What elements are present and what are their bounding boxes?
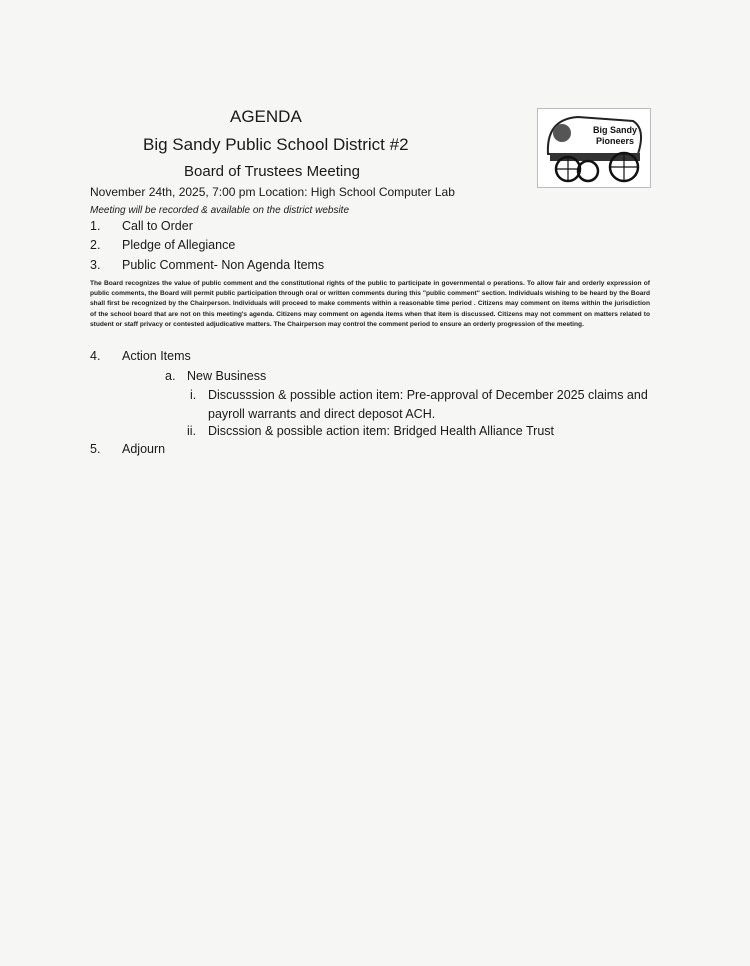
action-item-claims: i. Discusssion & possible action item: Pre-approval of December 2025 claims and — [190, 388, 648, 402]
agenda-item-public-comment: 3. Public Comment- Non Agenda Items — [90, 258, 325, 272]
date-location: November 24th, 2025, 7:00 pm Location: High School Computer Lab — [90, 185, 455, 199]
public-comment-policy: The Board recognizes the value of public comment and the constitutional rights of the public to participate in governmental o perations. To allow fair and orderly expression of public comments, the Board will permit public participation through oral or written comments during this "public comment" section. Individuals wishing to be heard by the Board shall first be recognized by the Chairperson. Individuals will proceed to make comments within a reasonable time period . Citizens may comment on items within the jurisdiction of the school board that are not on this meeting's agenda. Citizens may comment on agenda items when that item is discussed. Citizens may not comment on matters related to student or staff privacy or contested adjudicative matters. The Chairperson may control the comment period to ensure an orderly progression of the meeting. — [90, 280, 650, 328]
new-business-heading: a. New Business — [165, 369, 267, 383]
agenda-item-adjourn: 5. Adjourn — [90, 442, 166, 456]
district-name: Big Sandy Public School District #2 — [143, 135, 409, 154]
agenda-title: AGENDA — [230, 107, 302, 126]
agenda-item-call-to-order: 1. Call to Order — [90, 219, 193, 233]
svg-text:Pioneers: Pioneers — [596, 136, 635, 146]
recording-note: Meeting will be recorded & available on the district website — [90, 205, 350, 216]
action-item-health-trust: ii. Discssion & possible action item: Bridged Health Alliance Trust — [187, 424, 554, 438]
meeting-name: Board of Trustees Meeting — [184, 163, 360, 180]
action-item-claims-cont: payroll warrants and direct deposot ACH. — [208, 407, 436, 421]
agenda-item-pledge: 2. Pledge of Allegiance — [90, 238, 236, 252]
agenda-item-action-items: 4. Action Items — [90, 349, 191, 363]
pioneers-wagon-logo — [537, 108, 651, 188]
svg-text:Big Sandy: Big Sandy — [593, 125, 638, 135]
